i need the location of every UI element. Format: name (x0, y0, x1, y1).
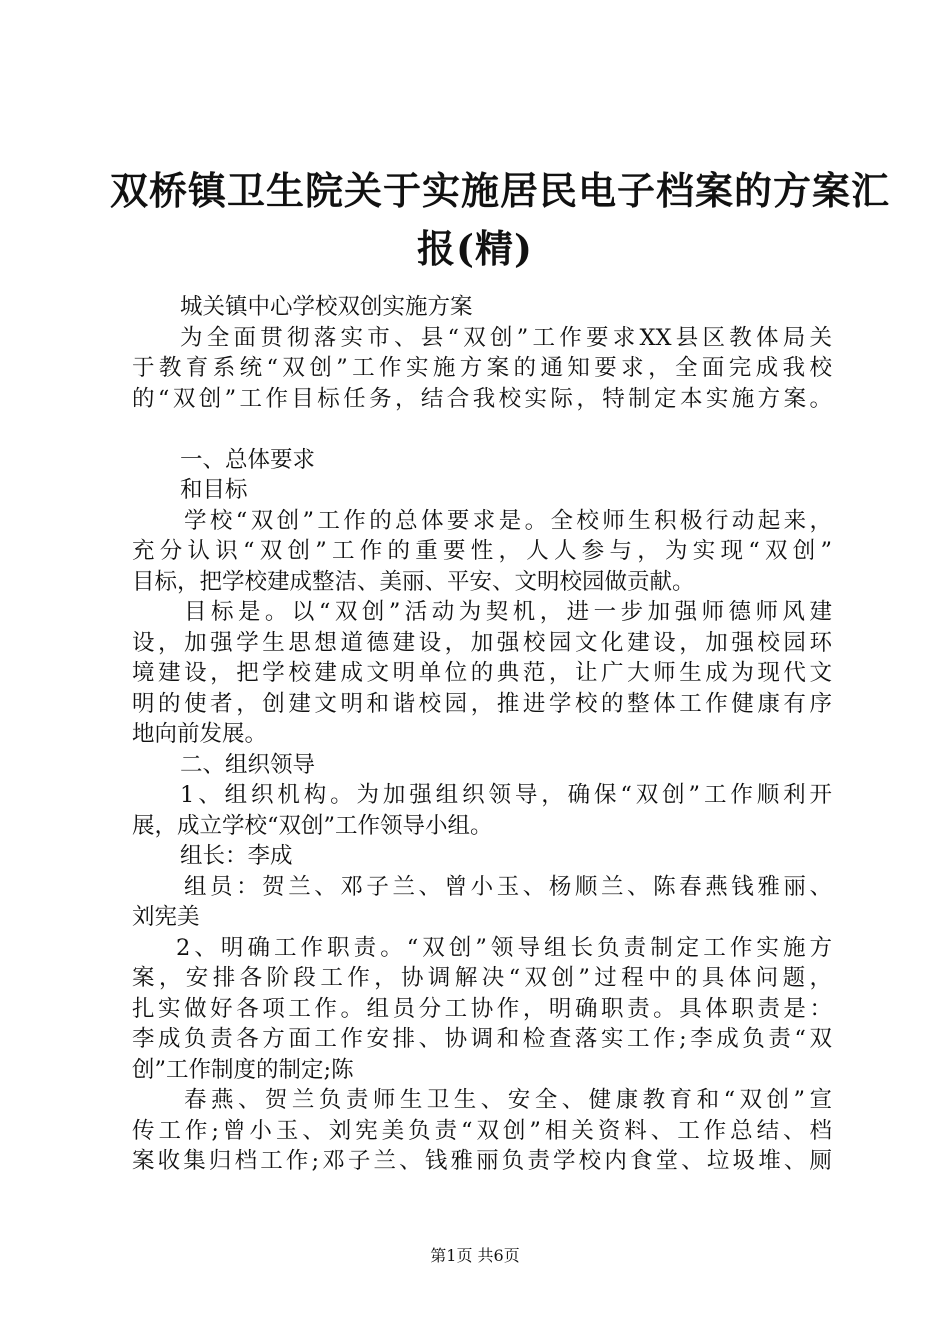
paragraph-line: 1、组织机构。为加强组织领导，确保“双创”工作顺利开 (180, 782, 832, 808)
paragraph-line: 目标，把学校建成整洁、美丽、平安、文明校园做贡献。 (132, 568, 695, 595)
paragraph-line: 案收集归档工作;邓子兰、钱雅丽负责学校内食堂、垃圾堆、厕 (132, 1148, 832, 1174)
section-heading: 一、总体要求 (180, 446, 316, 473)
paragraph-line: 地向前发展。 (132, 721, 268, 747)
paragraph-line: 李成负责各方面工作安排、协调和检查落实工作;李成负责“双 (132, 1026, 832, 1052)
page-number-footer: 第1页 共6页 (430, 1246, 520, 1265)
blank-line (132, 414, 832, 445)
members-line: 组员：贺兰、邓子兰、曾小玉、杨顺兰、陈春燕钱雅丽、 (184, 873, 832, 900)
subtitle: 城关镇中心学校双创实施方案 (180, 294, 473, 320)
paragraph-line: 设，加强学生思想道德建设，加强校园文化建设，加强校园环 (132, 629, 832, 656)
paragraph-line: 扎实做好各项工作。组员分工协作，明确职责。具体职责是： (132, 995, 832, 1022)
paragraph-line: 充分认识“双创”工作的重要性，人人参与，为实现“双创” (132, 538, 832, 564)
section-heading: 二、组织领导 (180, 751, 316, 778)
paragraph-line: 为全面贯彻落实市、县“双创”工作要求XX县区教体局关 (180, 324, 832, 351)
paragraph-line: 于教育系统“双创”工作实施方案的通知要求，全面完成我校 (132, 355, 832, 381)
paragraph-line: 展，成立学校“双创”工作领导小组。 (132, 812, 493, 839)
paragraph-line: 案，安排各阶段工作，协调解决“双创”过程中的具体问题， (132, 965, 832, 991)
members-line-continued: 刘宪美 (132, 904, 200, 930)
document-title-line-2: 报(精) (417, 226, 533, 271)
paragraph-line: 境建设，把学校建成文明单位的典范，让广大师生成为现代文 (132, 660, 832, 686)
paragraph-line: 目标是。以“双创”活动为契机，进一步加强师德师风建 (184, 599, 832, 625)
paragraph-line: 2、明确工作职责。“双创”领导组长负责制定工作实施方 (176, 934, 832, 961)
paragraph-line: 学校“双创”工作的总体要求是。全校师生积极行动起来， (184, 507, 832, 534)
document-title-line-1: 双桥镇卫生院关于实施居民电子档案的方案汇 (110, 168, 891, 213)
paragraph-line: 传工作;曾小玉、刘宪美负责“双创”相关资料、工作总结、档 (132, 1117, 832, 1144)
paragraph-line: 的“双创”工作目标任务，结合我校实际，特制定本实施方案。 (132, 385, 832, 412)
leader-line: 组长：李成 (180, 843, 293, 869)
paragraph-line: 明的使者，创建文明和谐校园，推进学校的整体工作健康有序 (132, 690, 832, 717)
paragraph-line: 创”工作制度的制定;陈 (132, 1056, 354, 1083)
paragraph-line: 春燕、贺兰负责师生卫生、安全、健康教育和“双创”宣 (184, 1087, 832, 1113)
section-heading-continued: 和目标 (180, 477, 248, 503)
document-body (132, 292, 832, 1177)
